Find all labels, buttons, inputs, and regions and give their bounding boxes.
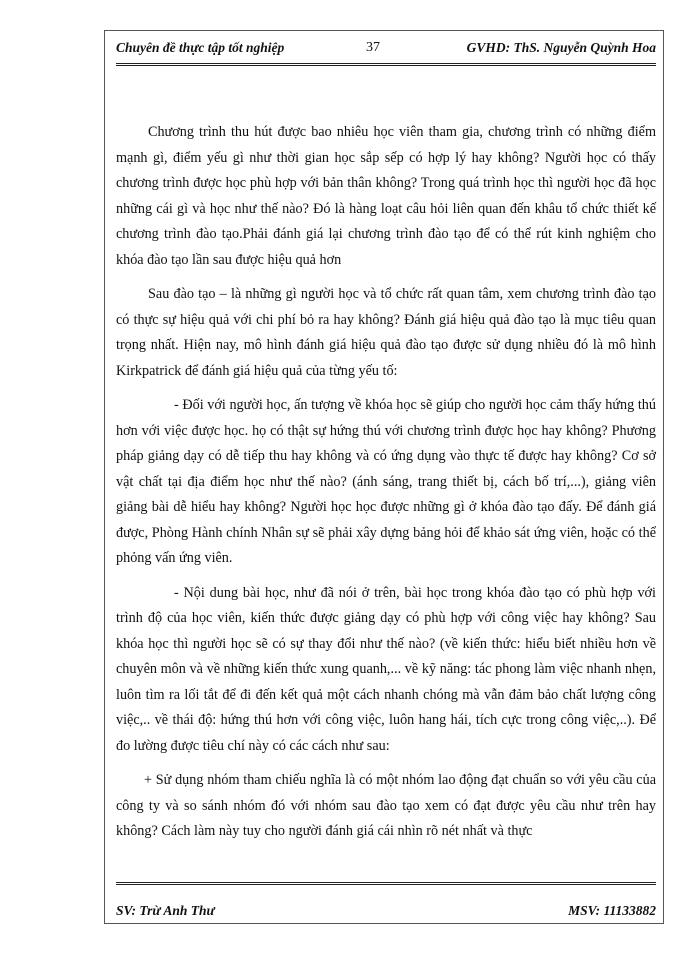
header-title: Chuyên đề thực tập tốt nghiệp bbox=[116, 40, 285, 55]
document-body bbox=[116, 120, 656, 845]
footer-student-id: MSV: 11133882 bbox=[568, 903, 656, 918]
page-number: 37 bbox=[366, 40, 380, 55]
footer-student: SV: Trừ Anh Thư bbox=[116, 903, 215, 918]
header-divider bbox=[116, 63, 656, 67]
plus-paragraph: + Sử dụng nhóm tham chiếu nghĩa là có một nhóm lao động đạt chuẩn so với yêu cầu của công ty và so sánh nhóm đó với nhóm sau đào tạo xem có đạt được yêu cầu như trên hay không? Cách làm này tuy cho người đánh giá cái nhìn rõ nét nhất và thực bbox=[116, 772, 656, 839]
bullet-paragraph-1: - Đối với người học, ấn tượng về khóa học sẽ giúp cho người học cảm thấy hứng thú hơn với việc được học. họ có thật sự hứng thú với chương trình được học hay không? Phương pháp giảng dạy có dễ tiếp thu hay không và có ứng dụng vào thực tế được hay không? Cơ sở vật chất tại địa điểm học như thế nào? (ánh sáng, trang thiết bị, cách bố trí,...), giảng viên giảng bài dễ hiểu hay không? Người học học được những gì ở khóa đào tạo đấy. Để đánh giá được, Phòng Hành chính Nhân sự sẽ phải xây dựng bảng hỏi để khảo sát ứng viên, hoặc có thể phỏng vấn ứng viên. bbox=[116, 397, 656, 566]
paragraph-2: Sau đào tạo – là những gì người học và tổ chức rất quan tâm, xem chương trình đào tạo có thực sự hiệu quả với chi phí bỏ ra hay không? Đánh giá hiệu quả đào tạo là mục tiêu quan trọng nhất. Hiện nay, mô hình đánh giá hiệu quả đào tạo được sử dụng nhiều đó là mô hình Kirkpatrick để đánh giá hiệu quả của từng yếu tố: bbox=[116, 286, 656, 379]
header-supervisor: GVHD: ThS. Nguyễn Quỳnh Hoa bbox=[466, 40, 656, 55]
bullet-paragraph-2: - Nội dung bài học, như đã nói ở trên, bài học trong khóa đào tạo có phù hợp với trình độ của học viên, kiến thức được giảng dạy có phù hợp với công việc hay không? Sau khóa học thì người học sẽ có sự thay đổi như thế nào? (về kiến thức: hiểu biết nhiều hơn về chuyên môn và về những kiến thức xung quanh,... về kỹ năng: tác phong làm việc nhanh nhẹn, luôn tìm ra lối tắt để đi đến kết quả một cách nhanh chóng mà vẫn đảm bảo chất lượng công việc,.. về thái độ: hứng thú hơn với công việc, luôn hang hái, tích cực trong công việc,..). Để đo lường được tiêu chí này có các cách như sau: bbox=[116, 584, 656, 754]
page-header bbox=[116, 40, 656, 60]
paragraph-1: Chương trình thu hút được bao nhiêu học viên tham gia, chương trình có những điểm mạnh gì, điểm yếu gì như thời gian học sắp sếp có hợp lý hay không? Người học có thấy chương trình được học phù hợp với bản thân không? Trong quá trình học thì người học đã học những cái gì và học như thế nào? Đó là hàng loạt câu hỏi liên quan đến khâu tổ chức thiết kế chương trình đào tạo.Phải đánh giá lại chương trình đào tạo để có thể rút kinh nghiệm cho khóa đào tạo lần sau được hiệu quả hơn bbox=[116, 124, 656, 268]
page-footer bbox=[116, 903, 656, 923]
footer-divider bbox=[116, 882, 656, 886]
